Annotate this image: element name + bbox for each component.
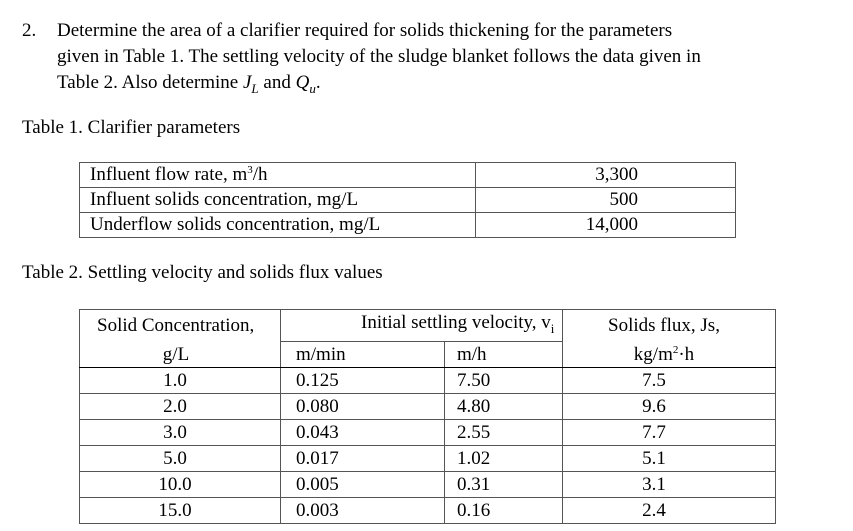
flux-cell: 9.6 xyxy=(563,393,776,419)
table2-row xyxy=(80,445,776,471)
concentration-cell: 2.0 xyxy=(80,393,281,419)
table1-caption: Table 1. Clarifier parameters xyxy=(22,117,241,138)
table1-row xyxy=(80,163,736,188)
flux-cell: 7.7 xyxy=(563,419,776,445)
table1-row xyxy=(80,213,736,238)
var-qu: $Q_u$ xyxy=(295,72,316,96)
table2-header-row-2 xyxy=(80,341,776,367)
var-jl: $J_L$ xyxy=(242,72,259,96)
velocity-min-cell: 0.043 xyxy=(281,419,445,445)
table2-caption: Table 2. Settling velocity and solids flux values xyxy=(22,262,383,283)
velocity-h-cell: 0.31 xyxy=(445,471,563,497)
clarifier-parameters-table xyxy=(79,162,736,238)
flux-cell: 5.1 xyxy=(563,445,776,471)
parameter-label: Underflow solids concentration, mg/L xyxy=(80,213,476,238)
concentration-cell: 1.0 xyxy=(80,367,281,393)
problem-statement xyxy=(22,18,842,102)
flux-unit: $kg/m^2\cdot h$ xyxy=(563,341,776,367)
parameter-value: 14,000 xyxy=(476,213,736,238)
table2-row xyxy=(80,497,776,523)
table2-row xyxy=(80,393,776,419)
problem-line-1: Determine the area of a clarifier required for solids thickening for the parameters xyxy=(57,20,673,41)
table1-row xyxy=(80,188,736,213)
table2-header-row-1 xyxy=(80,310,776,342)
conc-header: Solid Concentration, xyxy=(80,310,281,342)
concentration-cell: 15.0 xyxy=(80,497,281,523)
concentration-cell: 3.0 xyxy=(80,419,281,445)
problem-line-2: given in Table 1. The settling velocity of the sludge blanket follows the data given in xyxy=(57,46,701,67)
flux-cell: 2.4 xyxy=(563,497,776,523)
parameter-value: 500 xyxy=(476,188,736,213)
velocity-min-cell: 0.080 xyxy=(281,393,445,419)
velocity-unit-h: m/h xyxy=(445,341,563,367)
flux-header: Solids flux, Js, xyxy=(563,310,776,342)
velocity-min-cell: 0.003 xyxy=(281,497,445,523)
velocity-h-cell: 4.80 xyxy=(445,393,563,419)
problem-number: 2. xyxy=(22,20,37,41)
velocity-h-cell: 7.50 xyxy=(445,367,563,393)
velocity-h-cell: 1.02 xyxy=(445,445,563,471)
flux-cell: 3.1 xyxy=(563,471,776,497)
concentration-cell: 10.0 xyxy=(80,471,281,497)
table2-row xyxy=(80,471,776,497)
velocity-h-cell: 0.16 xyxy=(445,497,563,523)
conc-unit: g/L xyxy=(80,341,281,367)
table2-row xyxy=(80,367,776,393)
problem-line-3: Table 2. Also determine $J_L$ and $Q_u$. xyxy=(57,72,321,96)
velocity-h-cell: 2.55 xyxy=(445,419,563,445)
parameter-label: Influent flow rate, $m^3/h$ xyxy=(80,163,476,188)
problem-text xyxy=(57,18,842,102)
settling-velocity-table xyxy=(79,309,776,524)
velocity-min-cell: 0.005 xyxy=(281,471,445,497)
parameter-label: Influent solids concentration, mg/L xyxy=(80,188,476,213)
parameter-value: 3,300 xyxy=(476,163,736,188)
concentration-cell: 5.0 xyxy=(80,445,281,471)
velocity-unit-min: m/min xyxy=(281,341,445,367)
velocity-min-cell: 0.017 xyxy=(281,445,445,471)
table2-row xyxy=(80,419,776,445)
velocity-min-cell: 0.125 xyxy=(281,367,445,393)
velocity-header: Initial settling velocity, $v_i$ xyxy=(281,310,563,342)
flux-cell: 7.5 xyxy=(563,367,776,393)
